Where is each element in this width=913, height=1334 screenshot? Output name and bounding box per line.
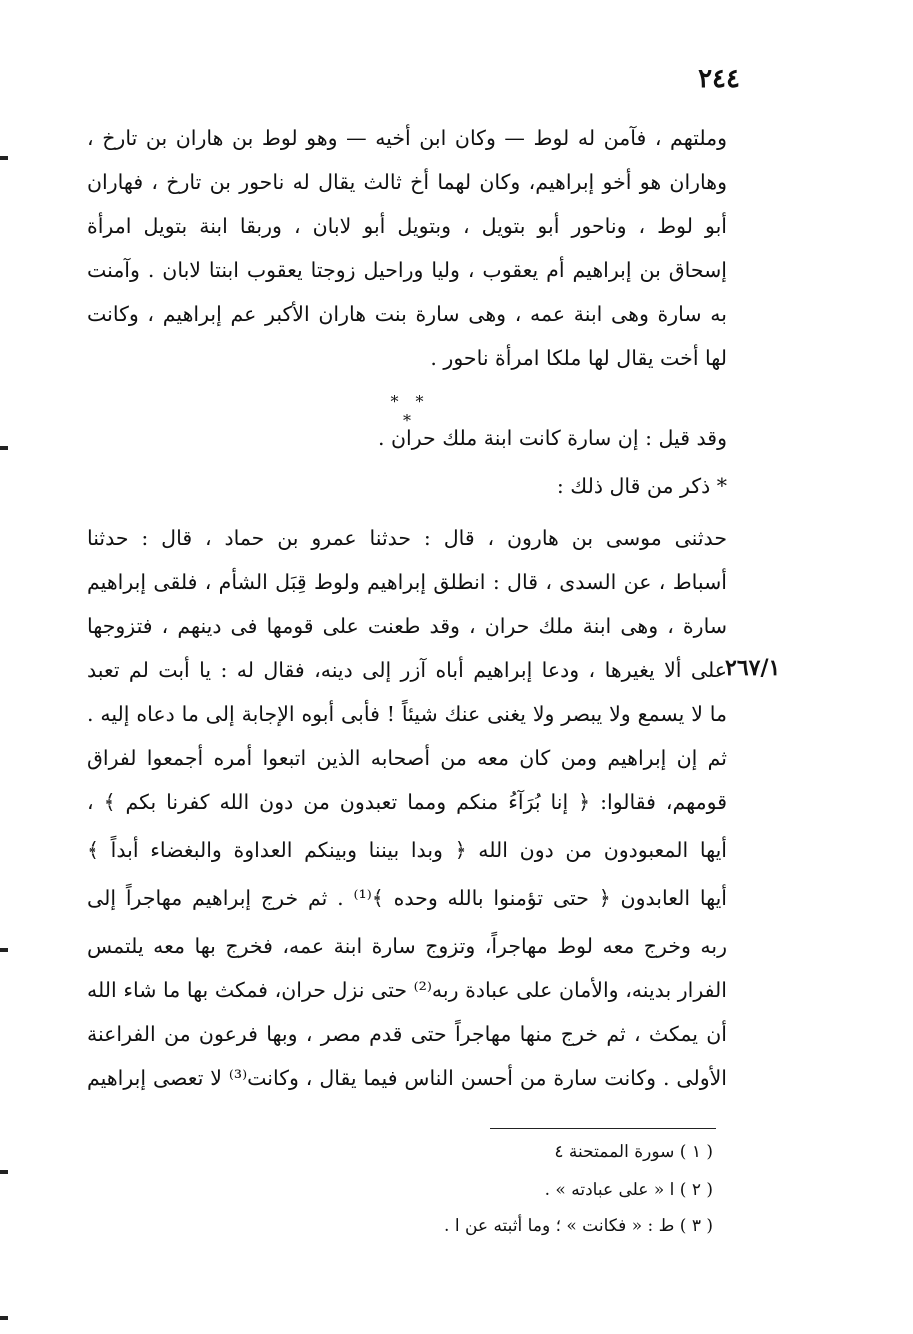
text-line: سارة ، وهى ابنة ملك حران ، وقد طعنت على قومها فى دينهم ، فتزوجها: [87, 614, 727, 638]
text-line: أبو لوط ، وناحور أبو بتويل ، وبتويل أبو لابان ، وربقا ابنة بتويل امرأة: [87, 214, 727, 238]
footnote-rule: [490, 1128, 716, 1129]
text-line: به سارة وهى ابنة عمه ، وهى سارة بنت هاران الأكبر عم إبراهيم ، وكانت: [87, 302, 727, 326]
text-line: أيها المعبودون من دون الله ﴿ وبدا بيننا وبينكم العداوة والبغضاء أبداً ﴾: [87, 838, 727, 862]
text-line: وملتهم ، فآمن له لوط — وكان ابن أخيه — وهو لوط بن هاران بن تارخ ،: [87, 126, 727, 150]
text-line: ربه وخرج معه لوط مهاجراً، وتزوج سارة ابنة عمه، فخرج بها معه يلتمس: [87, 934, 727, 958]
footnote: ( ٣ ) ط : « فكانت » ؛ وما أثبته عن ا .: [444, 1216, 713, 1236]
text-line: ثم إن إبراهيم ومن كان معه من أصحابه الذين اتبعوا أمره أجمعوا لفراق: [87, 746, 727, 770]
page-number: ٢٤٤: [698, 64, 740, 94]
text-line: أيها العابدون ﴿ حتى تؤمنوا بالله وحده ﴾⁽¹⁾ . ثم خرج إبراهيم مهاجراً إلى: [87, 886, 727, 910]
text-line: قومهم، فقالوا: ﴿ إنا بُرَآءُ منكم ومما تعبدون من دون الله كفرنا بكم ﴾ ،: [87, 790, 727, 814]
text-line: أن يمكث ، ثم خرج منها مهاجراً حتى قدم مصر ، وبها فرعون من الفراعنة: [87, 1022, 727, 1046]
edge-mark: [0, 1316, 8, 1320]
edge-mark: [0, 446, 8, 450]
text-line: حدثنى موسى بن هارون ، قال : حدثنا عمرو بن حماد ، قال : حدثنا: [87, 526, 727, 550]
text-line: على ألا يغيرها ، ودعا إبراهيم أباه آزر إلى دينه، فقال له : يا أبت لم تعبد: [87, 658, 727, 682]
text-line: الأولى . وكانت سارة من أحسن الناس فيما يقال ، وكانت⁽³⁾ لا تعصى إبراهيم: [87, 1066, 727, 1090]
text-line: الفرار بدينه، والأمان على عبادة ربه⁽²⁾ حتى نزل حران، فمكث بها ما شاء الله: [87, 978, 727, 1002]
section-separator: * * *: [390, 392, 430, 430]
edge-mark: [0, 156, 8, 160]
edge-mark: [0, 948, 8, 952]
text-line: أسباط ، عن السدى ، قال : انطلق إبراهيم ولوط قِبَل الشأم ، فلقى إبراهيم: [87, 570, 727, 594]
footnote: ( ١ ) سورة الممتحنة ٤: [554, 1142, 713, 1162]
text-line: * ذكر من قال ذلك :: [556, 474, 727, 498]
text-line: وقد قيل : إن سارة كانت ابنة ملك حران .: [377, 426, 727, 450]
footnote: ( ٢ ) ا « على عبادته » .: [544, 1180, 713, 1200]
edge-mark: [0, 1170, 8, 1174]
text-line: لها أخت يقال لها ملكا امرأة ناحور .: [430, 346, 727, 370]
text-line: وهاران هو أخو إبراهيم، وكان لهما أخ ثالث يقال له ناحور بن تارخ ، فهاران: [87, 170, 727, 194]
margin-reference: ٢٦٧/١: [725, 655, 781, 681]
text-line: إسحاق بن إبراهيم أم يعقوب ، وليا وراحيل زوجتا يعقوب ابنتا لابان . وآمنت: [87, 258, 727, 282]
text-line: ما لا يسمع ولا يبصر ولا يغنى عنك شيئاً ! فأبى أبوه الإجابة إلى ما دعاه إليه .: [87, 702, 727, 726]
